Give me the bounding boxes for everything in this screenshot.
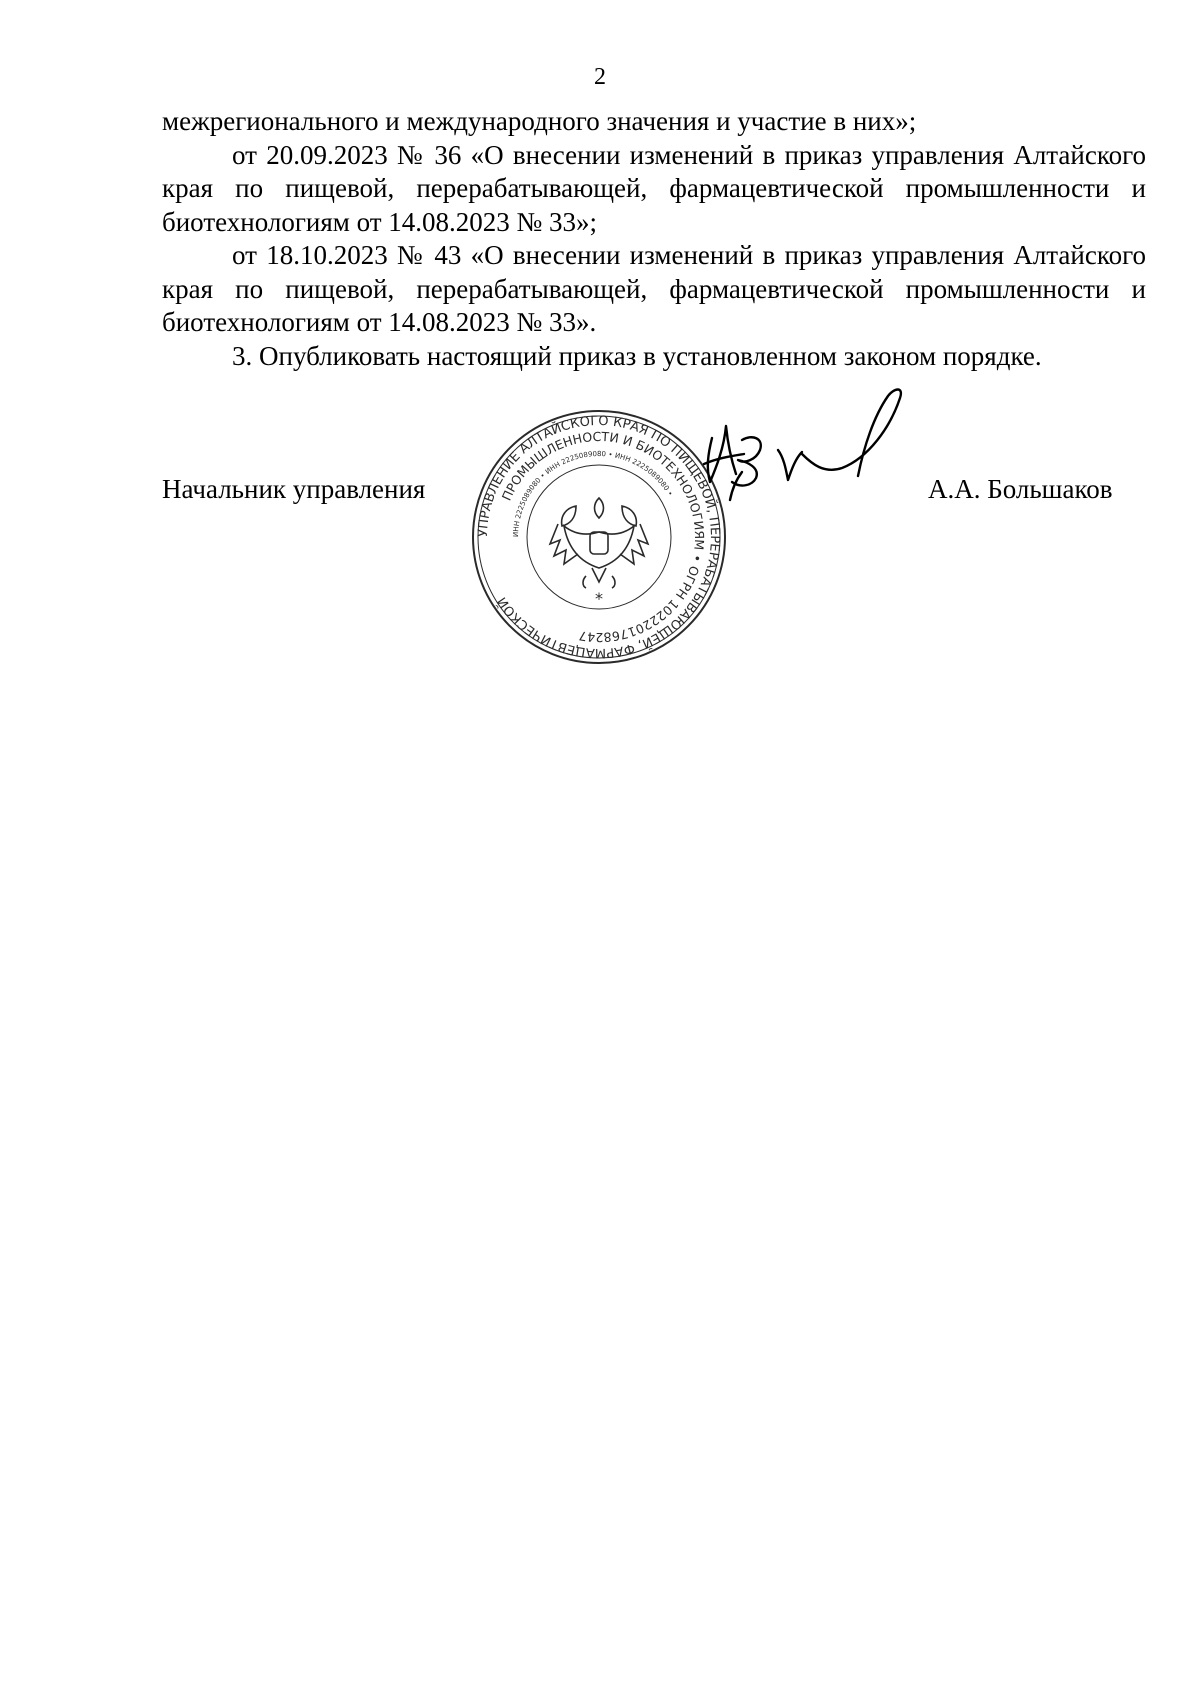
handwritten-signature [690,380,930,530]
signatory-position: Начальник управления [162,474,426,504]
seal-outer-text: УПРАВЛЕНИЕ АЛТАЙСКОГО КРАЯ ПО ПИЩЕВОЙ, ПЕРЕРАБАТЫВАЮЩЕЙ, ФАРМАЦЕВТИЧЕСКОЙ [475,413,723,661]
paragraph-publish: 3. Опубликовать настоящий приказ в установленном законом порядке. [232,340,1042,371]
coat-of-arms-icon [550,498,648,588]
seal-inner-text: ПРОМЫШЛЕННОСТИ И БИОТЕХНОЛОГИЯМ • ОГРН 1022201768247 [498,428,708,646]
paragraph-order-43: от 18.10.2023 № 43 «О внесении изменений в приказ управления Алтайского края по пищевой, перерабатывающей, фармацевтической промышленности и биотехнологиям от 14.08.2023 № 33». [162,240,1146,337]
paragraph-continuation: межрегионального и международного значения и участие в них»; [162,106,917,136]
page-number: 2 [594,64,606,90]
seal-ring-text: ИНН 2225089080 • ИНН 2225089080 • ИНН 2225089080 • [511,449,675,538]
svg-text:*: * [595,589,603,608]
signatory-name: А.А. Большаков [928,474,1113,504]
paragraph-order-36: от 20.09.2023 № 36 «О внесении изменений в приказ управления Алтайского края по пищевой, перерабатывающей, фармацевтической промышленности и биотехнологиям от 14.08.2023 № 33»; [162,139,1146,237]
document-body [162,105,1146,373]
